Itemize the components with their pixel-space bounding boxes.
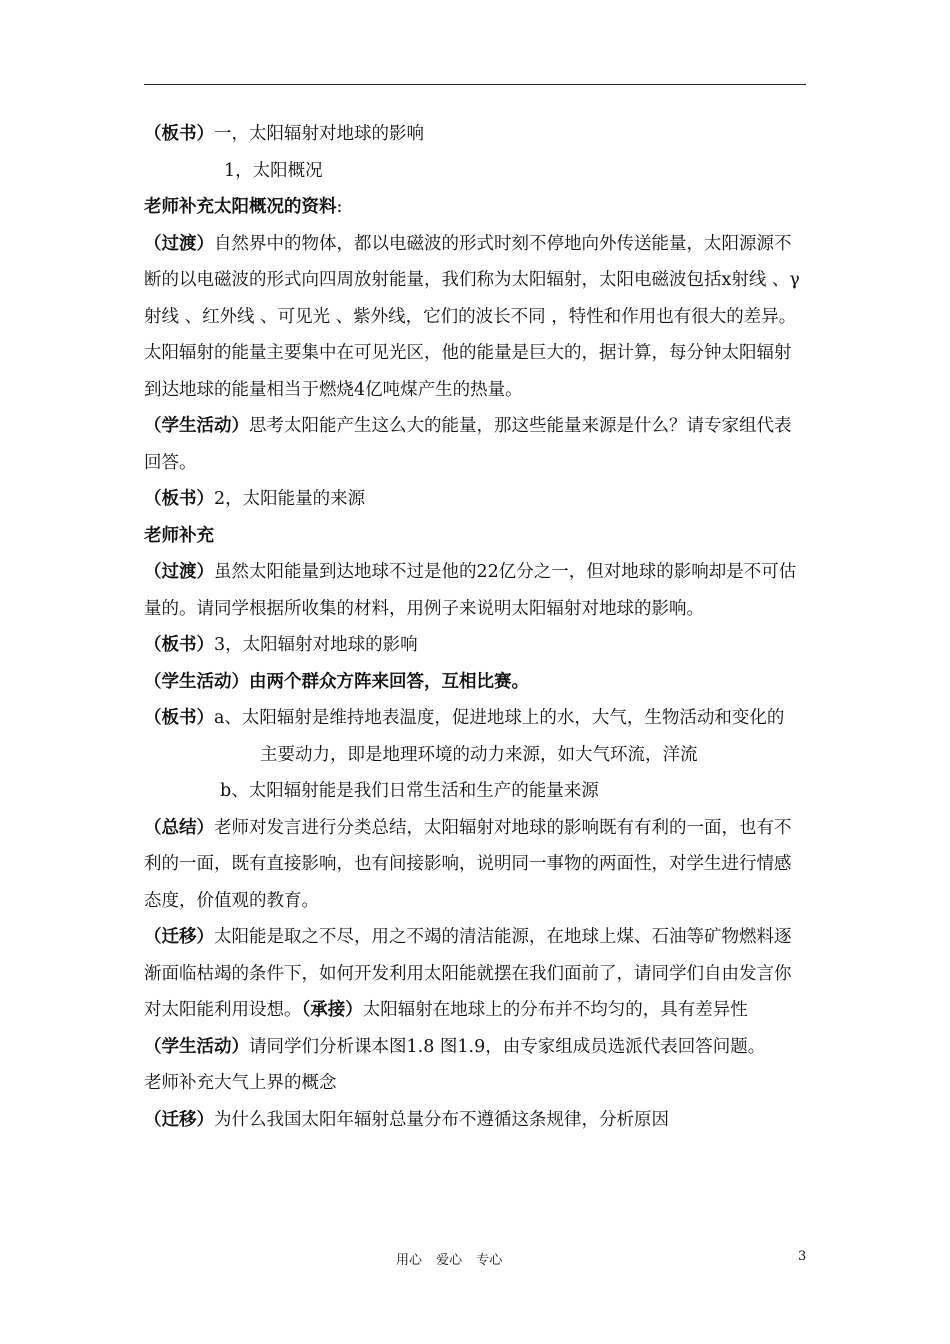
paragraph: [144, 226, 808, 409]
label-transition: （过渡）: [144, 233, 214, 254]
paragraph-text: 太阳能是取之不尽，用之不竭的清洁能源，在地球上煤、石油等矿物燃料逐渐面临枯竭的条件下，如何开发利用太阳能就摆在我们面前了，请同学们自由发言你对太阳能利用设想。: [144, 927, 792, 1020]
label-student-activity: （学生活动）: [144, 1036, 249, 1057]
paragraph: [144, 737, 808, 774]
label-summary: （总结）: [144, 817, 214, 838]
page-number: 3: [798, 1249, 807, 1264]
paragraph-text: 一，太阳辐射对地球的影响: [214, 124, 424, 144]
paragraph: [144, 700, 808, 737]
document-body: [144, 116, 808, 1138]
paragraph: [144, 773, 808, 810]
paragraph: [144, 116, 808, 153]
paragraph: [144, 627, 808, 664]
label-transfer: （迁移）: [144, 1109, 214, 1130]
paragraph-text: 2，太阳能量的来源: [214, 489, 366, 509]
label-banshu: （板书）: [144, 124, 214, 144]
label-student-activity: （学生活动）: [144, 416, 249, 436]
paragraph: [144, 189, 808, 226]
label-transition: （过渡）: [144, 562, 214, 582]
paragraph-text: 老师对发言进行分类总结，太阳辐射对地球的影响既有有利的一面，也有不利的一面，既有直接影响，也有间接影响，说明同一事物的两面性，对学生进行情感态度，价值观的教育。: [144, 817, 792, 911]
paragraph-text: :: [336, 197, 343, 217]
label-continuation: （承接）: [301, 1000, 363, 1020]
paragraph: [144, 408, 808, 481]
label-student-activity: （学生活动）由两个群众方阵来回答，互相比赛。: [144, 671, 529, 692]
label-banshu: （板书）: [144, 489, 214, 509]
paragraph-text: 为什么我国太阳年辐射总量分布不遵循这条规律，分析原因: [214, 1109, 669, 1130]
paragraph: [144, 153, 808, 190]
paragraph-text: 老师补充大气上界的概念: [144, 1073, 337, 1093]
label-banshu: （板书）: [144, 635, 214, 655]
label-transfer: （迁移）: [144, 927, 214, 947]
label-banshu: （板书）: [144, 708, 214, 728]
paragraph-text: 主要动力，即是地理环境的动力来源，如大气环流，洋流: [260, 744, 698, 765]
paragraph-text: 3，太阳辐射对地球的影响: [214, 635, 418, 655]
paragraph-text: 思考太阳能产生这么大的能量，那这些能量来源是什么？请专家组代表回答。: [144, 416, 792, 473]
paragraph: [144, 554, 808, 627]
paragraph: [144, 664, 808, 701]
paragraph-text: a、太阳辐射是维持地表温度，促进地球上的水，大气，生物活动和变化的: [214, 708, 785, 728]
paragraph-text: b、太阳辐射能是我们日常生活和生产的能量来源: [220, 781, 599, 801]
paragraph-text: 自然界中的物体，都以电磁波的形式时刻不停地向外传送能量，太阳源源不断的以电磁波的形式向四周放射能量，我们称为太阳辐射，太阳电磁波包括x射线 、γ 射线 、红外线 、可见光 、紫外线，它们的波长不同 ，特性和作用也有很大的差异。太阳辐射的能量主要集中在可见光区，他的能量是巨大的，据计算，每分钟太阳辐射到达地球的能量相当于燃烧4亿吨煤产生的热量。: [144, 233, 800, 400]
paragraph-text: 太阳辐射在地球上的分布并不均匀的，具有差异性: [362, 1000, 748, 1020]
label-teacher-supplement: 老师补充: [144, 525, 214, 546]
label-teacher-supplement: 老师补充太阳概况的资料: [144, 197, 337, 217]
paragraph-text: 1，太阳概况: [224, 160, 323, 181]
paragraph: [144, 518, 808, 555]
paragraph: [144, 1102, 808, 1139]
header-rule: [144, 84, 806, 85]
paragraph: [144, 919, 808, 1029]
paragraph: [144, 1065, 808, 1102]
paragraph: [144, 481, 808, 518]
footer-motto: 用心 爱心 专心: [396, 1253, 503, 1268]
paragraph: [144, 1029, 808, 1066]
paragraph-text: 请同学们分析课本图1.8 图1.9，由专家组成员选派代表回答问题。: [249, 1036, 766, 1057]
paragraph-text: 虽然太阳能量到达地球不过是他的22亿分之一，但对地球的影响却是不可估量的。请同学根据所收集的材料，用例子来说明太阳辐射对地球的影响。: [144, 562, 797, 619]
paragraph: [144, 810, 808, 920]
